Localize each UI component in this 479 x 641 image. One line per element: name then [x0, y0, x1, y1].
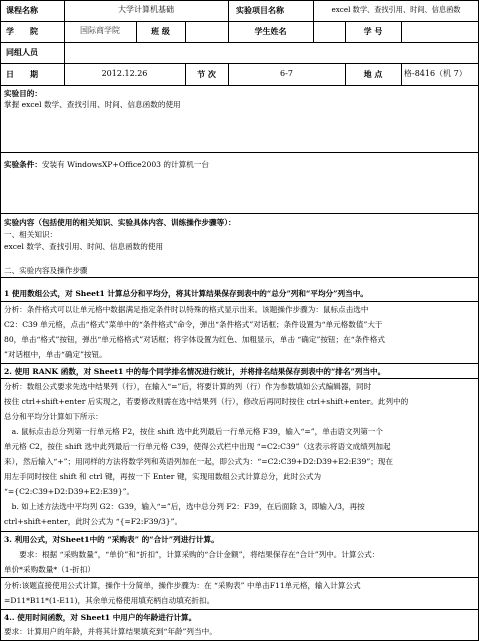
analysis-line: =D11*B11*(1-E11)，其余单元格使用填充柄自动填充折扣。	[4, 596, 215, 605]
college-label: 学 院	[6, 26, 38, 36]
id-label: 学 号	[363, 26, 383, 36]
project-label: 实验项目名称	[236, 5, 284, 15]
course-label: 课程名称	[6, 5, 38, 15]
task-3-requirement: 要求：根据 “采购数量”，“单价”和“折扣”，计算采购的“合计金额”，将结果保存在“合计”列中。计算公式：	[4, 550, 380, 559]
date-label: 日 期	[6, 69, 38, 79]
group-label: 同组人员	[6, 47, 38, 57]
content-line: excel 数学、查找引用、时间、信息函数的使用	[4, 242, 164, 251]
location-value: 格-8416（机 7）	[404, 69, 467, 78]
analysis-line: ”对话框中，单击“确定”按钮。	[4, 350, 107, 359]
college-value: 国际商学院	[80, 26, 120, 35]
purpose-text: 掌握 excel 数学、查找引用、时间、信息函数的使用	[4, 100, 181, 109]
task-3-requirement: 单价*采购数量*（1-折扣）	[4, 565, 95, 574]
analysis-line: 按住 ctrl+shift+enter 后实现之，若要修改则需在选中结果列（行），修改后再同时按住 ctrl+shift+enter。此列中的	[4, 397, 409, 406]
analysis-line: b. 如上述方法选中平均列 G2：G39，输入“=”后，选中总分列 F2：F39，在后面除 3，即输入/3，再按	[4, 502, 365, 511]
analysis-line: 80，单击“格式”按钮，弹出“单元格格式”对话框；将字体设置为红色、加粗显示，单击 “确定”按钮；在“条件格式	[4, 335, 385, 344]
analysis-line: 分析:该题直接使用公式计算，操作十分简单，操作步骤为：在 “采购表” 中单击F11单元格，输入计算公式	[4, 581, 361, 590]
analysis-line: 分析：条件格式可以让单元格中数据满足指定条件时以特殊的格式显示出来。该题操作步骤为：鼠标点击选中	[4, 305, 369, 314]
task-4-title: 4.. 使用时间函数，对 Sheet1 中用户的年龄进行计算。	[4, 613, 197, 622]
analysis-line: 用左手同时按住 shift 和 ctrl 键，再按一下 Enter 键，实现用数组公式计算总分，此时公式为	[4, 472, 322, 481]
project-value: excel 数学、查找引用、时间、信息函数	[331, 5, 461, 14]
class-label: 班 级	[151, 26, 170, 36]
analysis-line: 分析：数组公式要求先选中结果列（行），在输入“=”后，将要计算的列（行）作为参数填如公式编辑器，同时	[4, 382, 372, 391]
analysis-line: “={C2:C39+D2:D39+E2:E39}”。	[4, 487, 135, 496]
session-label: 节 次	[197, 69, 216, 79]
analysis-line: 总分和平均分计算如下所示：	[4, 412, 103, 421]
course-value: 大学计算机基础	[118, 5, 174, 14]
content-line: 二、实验内容及操作步骤	[4, 266, 88, 275]
session-value: 6-7	[280, 69, 293, 78]
task-3-title: 3. 利用公式，对Sheet1中的 “采购表” 的“合计”列进行计算。	[4, 535, 219, 544]
content-heading: 实验内容（包括使用的相关知识、实验具体内容、训练操作步骤等）：	[4, 218, 236, 227]
analysis-line: ctrl+shift+enter，此时公式为 “{=F2:F39/3}”。	[4, 517, 183, 526]
analysis-line: 来），然后输入“+”；用同样的方法将数学列和英语列加在一起，即公式为：“=C2:C39+D2:D39+E2:E39”；现在	[4, 457, 393, 466]
analysis-line: 单元格 C2，按住 shift 选中此列最后一行单元格 C39，使得公式栏中出现 “=C2:C39”（这表示将语文成绩列加起	[4, 442, 391, 451]
conditions-text: 安装有 WindowsXP+Office2003 的计算机一台	[41, 160, 209, 169]
student-label: 学生姓名	[254, 26, 287, 36]
conditions-heading: 实验条件：	[4, 160, 42, 169]
location-label: 地 点	[363, 69, 383, 79]
date-value: 2012.12.26	[101, 69, 148, 78]
content-line: 一、相关知识：	[4, 230, 58, 239]
conditions-line	[4, 159, 209, 171]
purpose-heading: 实验目的：	[4, 89, 42, 98]
task-1-title: 1 使用数组公式，对 Sheet1 计算总分和平均分，将其计算结果保存到表中的“总分”列和“平均分”列当中。	[4, 289, 368, 298]
analysis-line: a. 鼠标点击总分列第一行单元格 F2，按住 shift 选中此列最后一行单元格 F39，输入“=”，单击语文列第一个	[4, 427, 383, 436]
task-2-title: 2. 使用 RANK 函数，对 Sheet1 中的每个同学排名情况进行统计，并将排名结果保存到表中的“排名”列当中。	[4, 367, 386, 376]
analysis-line: C2：C39 单元格，点击“格式”菜单中的“条件格式”命令，弹出“条件格式”对话框；条件设置为“单元格数值”大于	[4, 320, 383, 329]
task-4-requirement: 要求：计算用户的年龄，并将其计算结果填充到“年龄”列当中。	[4, 627, 217, 636]
